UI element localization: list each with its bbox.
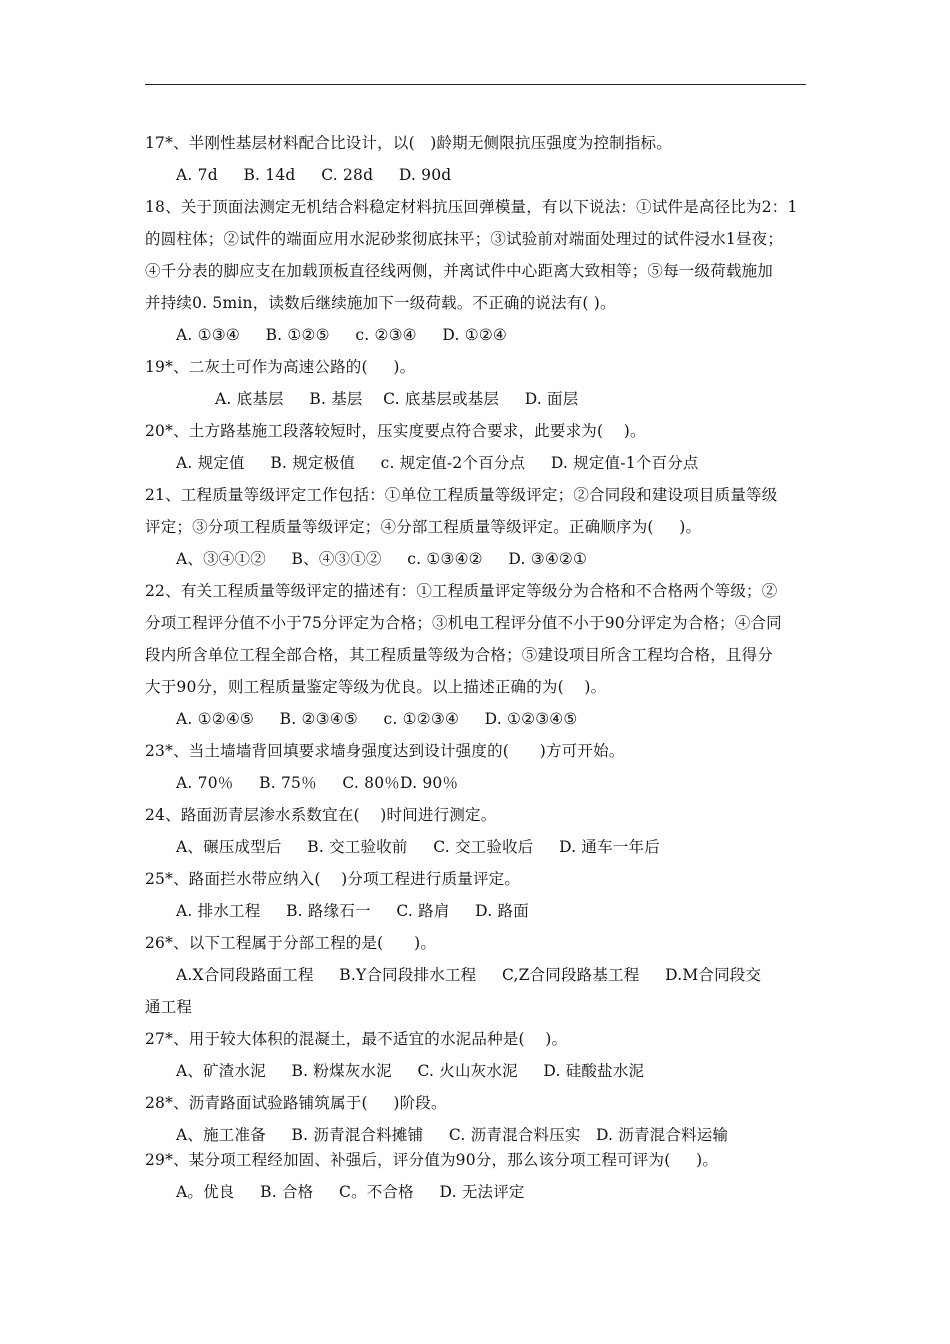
question-28-options: A、施工准备 B. 沥青混合料摊铺 C. 沥青混合料压实 D. 沥青混合料运输 [176, 1126, 729, 1144]
question-22: 大于90分，则工程质量鉴定等级为优良。以上描述正确的为( )。 [145, 678, 607, 696]
question-19-options: A. 底基层 B. 基层 C. 底基层或基层 D. 面层 [215, 390, 579, 408]
question-22-options: A. ①②④⑤ B. ②③④⑤ c. ①②③④ D. ①②③④⑤ [176, 710, 578, 728]
question-29-options: A。优良 B. 合格 C。不合格 D. 无法评定 [176, 1183, 525, 1201]
question-27-options: A、矿渣水泥 B. 粉煤灰水泥 C. 火山灰水泥 D. 硅酸盐水泥 [176, 1062, 645, 1080]
question-17-options: A. 7d B. 14d C. 28d D. 90d [176, 166, 452, 184]
question-24-options: A、碾压成型后 B. 交工验收前 C. 交工验收后 D. 通车一年后 [176, 838, 660, 856]
question-26-options-cont: 通工程 [145, 998, 193, 1016]
question-22: 段内所含单位工程全部合格，其工程质量等级为合格；⑤建设项目所含工程均合格，且得分 [145, 646, 774, 664]
question-25-options: A. 排水工程 B. 路缘石一 C. 路肩 D. 路面 [176, 902, 529, 920]
question-18-options: A. ①③④ B. ①②⑤ c. ②③④ D. ①②④ [176, 326, 508, 344]
question-24: 24、路面沥青层渗水系数宜在( )时间进行测定。 [145, 806, 497, 824]
question-22: 分项工程评分值不小于75分评定为合格；③机电工程评分值不小于90分评定为合格；④合同 [145, 614, 782, 632]
question-26-options: A.X合同段路面工程 B.Y合同段排水工程 C,Z合同段路基工程 D.M合同段交 [176, 966, 762, 984]
question-17: 17*、半刚性基层材料配合比设计，以( )龄期无侧限抗压强度为控制指标。 [145, 134, 672, 152]
question-26: 26*、以下工程属于分部工程的是( )。 [145, 934, 437, 952]
question-19: 19*、二灰土可作为高速公路的( )。 [145, 358, 416, 376]
question-18: 18、关于顶面法测定无机结合料稳定材料抗压回弹模量，有以下说法：①试件是高径比为2：1 [145, 198, 798, 216]
question-28: 28*、沥青路面试验路铺筑属于( )阶段。 [145, 1094, 447, 1112]
question-18: 并持续0. 5min，读数后继续施加下一级荷载。不正确的说法有( )。 [145, 294, 616, 312]
question-21: 评定；③分项工程质量等级评定；④分部工程质量等级评定。正确顺序为( )。 [145, 518, 702, 536]
question-21: 21、工程质量等级评定工作包括：①单位工程质量等级评定；②合同段和建设项目质量等级 [145, 486, 778, 504]
question-22: 22、有关工程质量等级评定的描述有：①工程质量评定等级分为合格和不合格两个等级；② [145, 582, 778, 600]
question-20: 20*、土方路基施工段落较短时，压实度要点符合要求，此要求为( )。 [145, 422, 646, 440]
question-29: 29*、某分项工程经加固、补强后，评分值为90分，那么该分项工程可评为( )。 [145, 1151, 719, 1169]
question-20-options: A. 规定值 B. 规定极值 c. 规定值-2个百分点 D. 规定值-1个百分点 [176, 454, 699, 472]
question-21-options: A、③④①② B、④③①② c. ①③④② D. ③④②① [176, 550, 588, 568]
question-18: ④千分表的脚应支在加载顶板直径线两侧，并离试件中心距离大致相等；⑤每一级荷载施加 [145, 262, 774, 280]
question-23-options: A. 70％ B. 75％ C. 80％D. 90％ [176, 774, 459, 792]
question-18: 的圆柱体；②试件的端面应用水泥砂浆彻底抹平；③试验前对端面处理过的试件浸水1昼夜； [145, 230, 784, 248]
question-25: 25*、路面拦水带应纳入( )分项工程进行质量评定。 [145, 870, 521, 888]
header-rule [145, 84, 806, 85]
question-23: 23*、当土墙墙背回填要求墙身强度达到设计强度的( )方可开始。 [145, 742, 625, 760]
question-27: 27*、用于较大体积的混凝土，最不适宜的水泥品种是( )。 [145, 1030, 568, 1048]
